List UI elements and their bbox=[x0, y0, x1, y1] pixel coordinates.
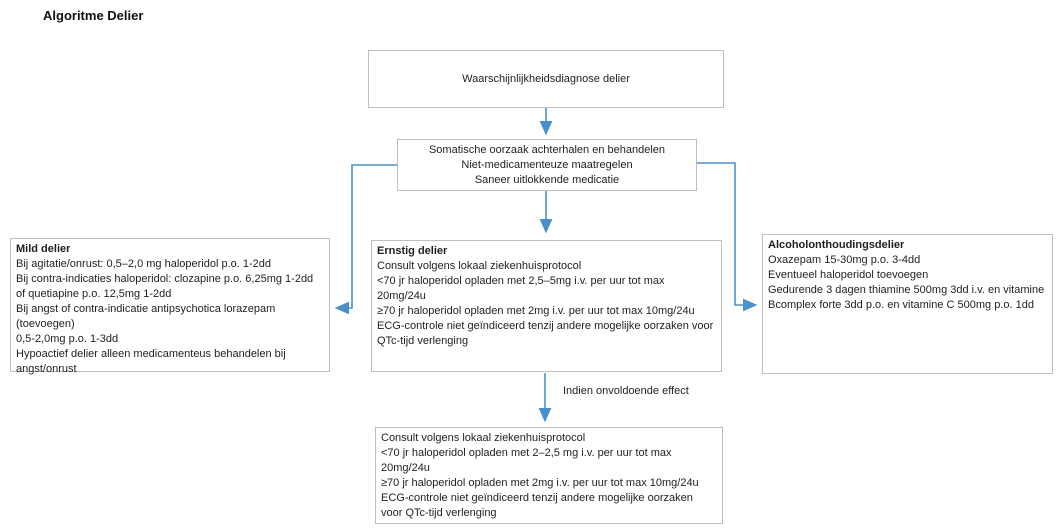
node-severe-line: Consult volgens lokaal ziekenhuisprotocol bbox=[377, 260, 582, 272]
node-severe-line: ≥70 jr haloperidol opladen met 2mg i.v. per uur tot max 10mg/24u bbox=[377, 305, 695, 317]
node-mild-line: Hypoactief delier alleen medicamenteus behandelen bij angst/onrust bbox=[16, 348, 286, 375]
node-severe-line: <70 jr haloperidol opladen met 2,5–5mg i.v. per uur tot max 20mg/24u bbox=[377, 275, 665, 302]
node-severe-line: ECG-controle niet geïndiceerd tenzij andere mogelijke oorzaken voor QTc-tijd verlenging bbox=[377, 320, 714, 347]
node-mild-delirium bbox=[10, 238, 330, 375]
node-probability-diagnosis-text: Waarschijnlijkheidsdiagnose delier bbox=[462, 72, 630, 85]
node-followup-line: <70 jr haloperidol opladen met 2–2,5 mg i.v. per uur tot max 20mg/24u bbox=[381, 447, 672, 474]
node-alcohol-withdrawal-delirium bbox=[762, 234, 1053, 374]
node-severe-delirium-heading: Ernstig delier bbox=[377, 245, 448, 257]
node-probability-diagnosis bbox=[368, 50, 724, 108]
edge-label-insufficient-effect: Indien onvoldoende effect bbox=[563, 385, 689, 397]
node-somatic-line: Niet-medicamenteuze maatregelen bbox=[461, 158, 633, 171]
node-followup-line: ≥70 jr haloperidol opladen met 2mg i.v. per uur tot max 10mg/24u bbox=[381, 477, 699, 489]
node-alcohol-line: Gedurende 3 dagen thiamine 500mg 3dd i.v. en vitamine Bcomplex forte 3dd p.o. en vitamine C 500mg p.o. 1dd bbox=[768, 284, 1045, 311]
node-somatic-line: Saneer uitlokkende medicatie bbox=[474, 173, 620, 186]
node-mild-line: 0,5-2,0mg p.o. 1-3dd bbox=[16, 333, 119, 345]
node-alcohol-heading: Alcoholonthoudingsdelier bbox=[768, 239, 905, 251]
node-alcohol-line: Eventueel haloperidol toevoegen bbox=[768, 269, 929, 281]
node-somatic-measures bbox=[397, 139, 697, 191]
node-mild-line: Bij contra-indicaties haloperidol: clozapine p.o. 6,25mg 1-2dd of quetiapine p.o. 12,5mg 1-2dd bbox=[16, 273, 314, 300]
node-followup-line: Consult volgens lokaal ziekenhuisprotocol bbox=[381, 432, 586, 444]
node-alcohol-line: Oxazepam 15-30mg p.o. 3-4dd bbox=[768, 254, 921, 266]
node-followup-protocol bbox=[375, 427, 723, 524]
node-severe-delirium bbox=[371, 240, 722, 372]
node-mild-line: Bij angst of contra-indicatie antipsychotica lorazepam (toevoegen) bbox=[16, 303, 276, 330]
node-somatic-line: Somatische oorzaak achterhalen en behandelen bbox=[428, 143, 666, 156]
node-mild-line: Bij agitatie/onrust: 0,5–2,0 mg haloperidol p.o. 1-2dd bbox=[16, 258, 271, 270]
node-mild-delirium-heading: Mild delier bbox=[16, 243, 71, 255]
node-followup-line: ECG-controle niet geïndiceerd tenzij andere mogelijke oorzaken voor QTc-tijd verlenging bbox=[381, 492, 693, 519]
page-title: Algoritme Delier bbox=[43, 8, 144, 23]
